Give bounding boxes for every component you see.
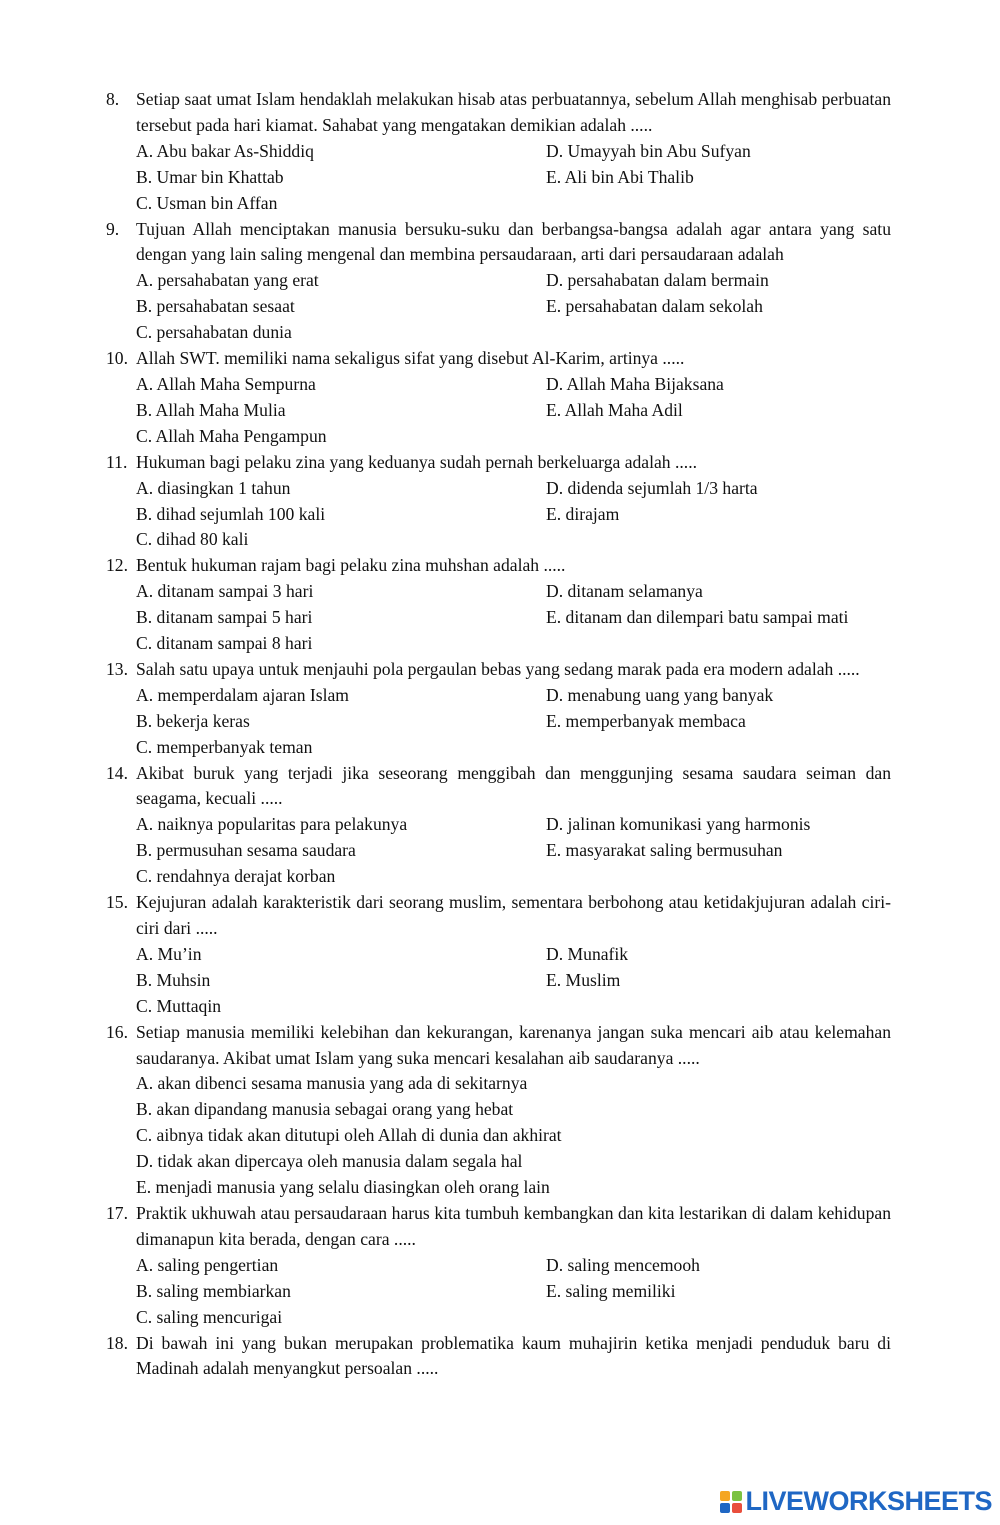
question-8 [0,87,891,217]
liveworksheets-brand[interactable] [720,1486,992,1517]
question-number: 12. [106,555,128,576]
answer-option[interactable]: E. ditanam dan dilempari batu sampai mati [546,607,849,628]
answer-option[interactable]: A. akan dibenci sesama manusia yang ada di sekitarnya [136,1073,528,1094]
question-10 [0,346,891,450]
answer-options [136,942,891,1020]
answer-option[interactable]: A. memperdalam ajaran Islam [136,684,349,705]
answer-option[interactable]: A. Allah Maha Sempurna [136,373,316,394]
question-9 [0,217,891,347]
question-number: 10. [106,348,128,369]
question-number: 9. [106,218,120,239]
answer-option[interactable]: B. saling membiarkan [136,1280,291,1301]
question-stem: Tujuan Allah menciptakan manusia bersuku-suku dan berbangsa-bangsa adalah agar antara yang satu dengan yang lain saling mengenal dan membina persaudaraan, arti dari persaudaraan adalah [136,218,891,265]
question-stem: Praktik ukhuwah atau persaudaraan harus kita tumbuh kembangkan dan kita lestarikan di dalam kehidupan dimanapun kita berada, dengan cara ..... [136,1202,891,1249]
answer-option[interactable]: C. Muttaqin [136,995,222,1016]
question-number: 11. [106,451,128,472]
answer-options [136,1071,891,1201]
answer-option[interactable]: A. persahabatan yang erat [136,270,319,291]
logo-tile [732,1491,742,1501]
answer-option[interactable]: B. dihad sejumlah 100 kali [136,503,326,524]
answer-option[interactable]: B. permusuhan sesama saudara [136,840,356,861]
answer-option[interactable]: D. menabung uang yang banyak [546,684,774,705]
question-number: 16. [106,1021,128,1042]
answer-option[interactable]: D. saling mencemooh [546,1254,700,1275]
question-number: 13. [106,658,128,679]
question-stem: Kejujuran adalah karakteristik dari seorang muslim, sementara berbohong atau ketidakjujuran adalah ciri-ciri dari ..... [136,892,891,938]
question-stem: Akibat buruk yang terjadi jika seseorang menggibah dan menggunjing sesama saudara seiman dan seagama, kecuali ..... [136,762,891,809]
answer-option[interactable]: E. Muslim [546,969,621,990]
answer-option[interactable]: B. Allah Maha Mulia [136,399,286,420]
answer-option[interactable]: E. masyarakat saling bermusuhan [546,840,783,861]
answer-option[interactable]: A. Abu bakar As-Shiddiq [136,140,314,161]
question-13 [0,657,891,761]
answer-option[interactable]: B. Muhsin [136,969,211,990]
answer-option[interactable]: C. ditanam sampai 8 hari [136,633,313,654]
question-stem: Bentuk hukuman rajam bagi pelaku zina muhshan adalah ..... [136,555,566,576]
answer-option[interactable]: E. menjadi manusia yang selalu diasingkan oleh orang lain [136,1177,550,1198]
liveworksheets-logo-icon [720,1491,742,1513]
question-stem: Hukuman bagi pelaku zina yang keduanya sudah pernah berkeluarga adalah ..... [136,451,697,472]
answer-option[interactable]: C. Usman bin Affan [136,192,278,213]
answer-options [136,1253,891,1331]
question-number: 8. [106,89,120,109]
answer-option[interactable]: E. Ali bin Abi Thalib [546,166,694,187]
question-stem: Di bawah ini yang bukan merupakan problematika kaum muhajirin ketika menjadi penduduk baru di Madinah adalah menyangkut persoalan ..... [136,1332,891,1379]
answer-option[interactable]: C. persahabatan dunia [136,322,292,343]
answer-option[interactable]: D. ditanam selamanya [546,581,703,602]
answer-option[interactable]: C. memperbanyak teman [136,736,313,757]
question-stem: Setiap manusia memiliki kelebihan dan kekurangan, karenanya jangan suka mencari aib atau kelemahan saudaranya. Akibat umat Islam yang suka mencari kesalahan aib saudaranya ..... [136,1021,891,1068]
answer-option[interactable]: E. memperbanyak membaca [546,710,746,731]
question-14 [0,761,891,891]
question-17 [0,1201,891,1331]
answer-option[interactable]: A. ditanam sampai 3 hari [136,581,314,602]
logo-tile [720,1503,730,1513]
answer-options [136,476,891,554]
answer-option[interactable]: C. rendahnya derajat korban [136,866,336,887]
question-15 [0,890,891,1020]
answer-option[interactable]: D. tidak akan dipercaya oleh manusia dalam segala hal [136,1151,523,1172]
answer-option[interactable]: E. persahabatan dalam sekolah [546,296,763,317]
question-18 [0,1331,891,1383]
brand-wordmark: LIVEWORKSHEETS [745,1486,992,1516]
answer-option[interactable]: D. Allah Maha Bijaksana [546,373,724,394]
question-stem: Allah SWT. memiliki nama sekaligus sifat yang disebut Al-Karim, artinya ..... [136,348,685,369]
question-number: 18. [106,1332,128,1353]
answer-option[interactable]: C. dihad 80 kali [136,529,249,550]
answer-option[interactable]: D. persahabatan dalam bermain [546,270,769,291]
answer-option[interactable]: D. Munafik [546,943,629,964]
answer-option[interactable]: C. aibnya tidak akan ditutupi oleh Allah di dunia dan akhirat [136,1125,562,1146]
answer-option[interactable]: D. jalinan komunikasi yang harmonis [546,814,811,835]
question-stem: Setiap saat umat Islam hendaklah melakukan hisab atas perbuatannya, sebelum Allah menghisab perbuatan tersebut pada hari kiamat. Sahabat yang mengatakan demikian adalah ..... [136,89,891,135]
answer-option[interactable]: D. Umayyah bin Abu Sufyan [546,140,751,161]
answer-options [136,812,891,890]
answer-option[interactable]: A. naiknya popularitas para pelakunya [136,814,408,835]
answer-option[interactable]: E. saling memiliki [546,1280,676,1301]
answer-option[interactable]: B. ditanam sampai 5 hari [136,607,313,628]
answer-option[interactable]: E. Allah Maha Adil [546,399,683,420]
answer-option[interactable]: C. Allah Maha Pengampun [136,425,327,446]
question-16 [0,1020,891,1201]
question-stem: Salah satu upaya untuk menjauhi pola pergaulan bebas yang sedang marak pada era modern adalah ..... [136,658,860,679]
answer-option[interactable]: B. bekerja keras [136,710,250,731]
logo-tile [732,1503,742,1513]
logo-tile [720,1491,730,1501]
question-11 [0,450,891,554]
answer-options [136,139,891,217]
answer-option[interactable]: B. akan dipandang manusia sebagai orang yang hebat [136,1099,514,1120]
answer-options [136,372,891,450]
answer-option[interactable]: C. saling mencurigai [136,1306,283,1327]
answer-options [136,683,891,761]
answer-option[interactable]: E. dirajam [546,503,620,524]
worksheet [0,87,1000,1382]
answer-options [136,268,891,346]
question-number: 15. [106,892,128,913]
answer-option[interactable]: B. Umar bin Khattab [136,166,284,187]
question-number: 14. [106,762,128,783]
question-number: 17. [106,1202,128,1223]
question-12 [0,553,891,657]
answer-option[interactable]: A. saling pengertian [136,1254,279,1275]
answer-options [136,579,891,657]
answer-option[interactable]: D. didenda sejumlah 1/3 harta [546,477,758,498]
answer-option[interactable]: A. diasingkan 1 tahun [136,477,291,498]
answer-option[interactable]: A. Mu’in [136,943,202,964]
answer-option[interactable]: B. persahabatan sesaat [136,296,295,317]
